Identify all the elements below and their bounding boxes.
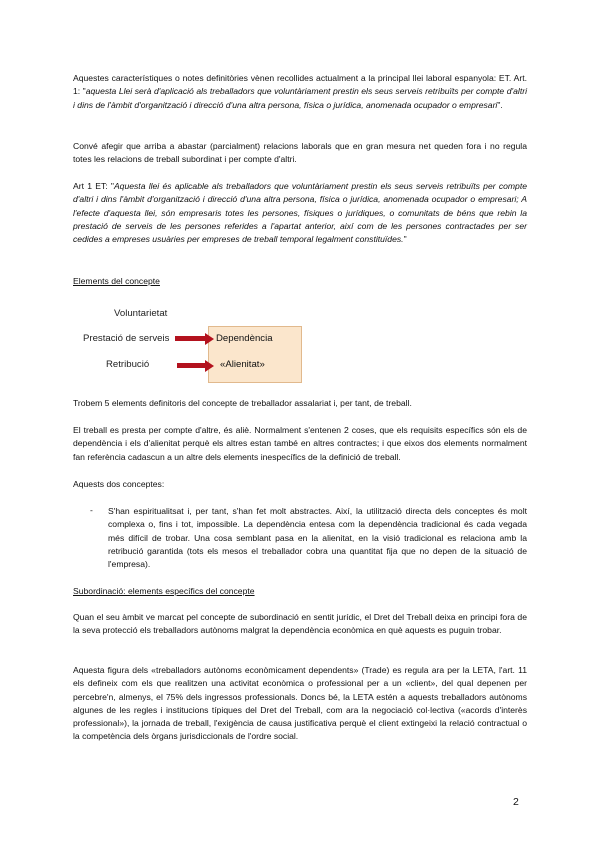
arrow-dependencia-icon <box>205 333 214 345</box>
diagram-label-retribucio: Retribució <box>106 359 150 370</box>
article-end: " <box>403 234 407 245</box>
bullet-dash: - <box>90 505 93 515</box>
paragraph-scope: Convé afegir que arriba a abastar (parcialment) relacions laborals que en gran mesura net queden fora i no regula totes les relacions de treball subordinat i per compte d'altri. <box>73 141 527 165</box>
paragraph-subordination: Quan el seu àmbit ve marcat pel concepte de subordinació en sentit jurídic, el Dret del Treball deixa en principi fora de la seva protecció els treballadors autònoms malgrat la dependència econòmica en què aquests es puguin trobar. <box>73 612 527 636</box>
paragraph-trade: Aquesta figura dels «treballadors autònoms econòmicament dependents» (Trade) es regula ara per la LETA, l'art. 11 els defineix com els que realitzen una activitat econòmica o professional per a un «client», del qual depenen per percebre'n, almenys, el 75% dels ingressos professionals. Doncs bé, la LETA estén a aquests treballadors autònoms algunes de les regles i institucions típiques del Dret del Treball, com ara la negociació col·lectiva («acords d'interès professional»), la jornada de treball, l'exigència de causa justificativa perquè el client extingeixi la relació contractual o la competència dels òrgans jurisdiccionals de l'ordre social. <box>73 665 527 742</box>
diagram-label-prestacio: Prestació de serveis <box>83 333 170 344</box>
concept-diagram <box>83 305 303 385</box>
paragraph-dependency: El treball es presta per compte d'altre, és aliè. Normalment s'entenen 2 coses, que els requisits específics són els de dependència i els d'alienitat perquè els altres estan també en altres contractes; i que eixos dos elements normalment fan referència cadascun a un altre dels elements inespecífics de la definició de treball. <box>73 425 527 462</box>
heading-subordination: Subordinació: elements específics del concepte <box>73 586 255 596</box>
diagram-box-dependencia: Dependència <box>216 333 273 344</box>
article-quote: Aquesta llei és aplicable als treballadors que voluntàriament prestin els seus serveis retribuïts per compte d'altri i dins l'àmbit d'organització i direcció d'una altra persona, física o jurídica, anomenada ocupador o empresari; A l'efecte d'aquesta llei, són empresaris totes les persones, físiques o jurídiques, o comunitats de béns que rebin la prestació de serveis de les persones referides a l'apartat anterior, així com de les persones contractades per ser cedides a empreses usuàries per empreses de treball temporal legalment constituïdes. <box>73 181 528 245</box>
heading-elements: Elements del concepte <box>73 276 160 286</box>
article-lead: Art 1 ET: " <box>73 181 114 191</box>
bullet-spiritualised: S'han espiritualitsat i, per tant, s'han fet molt abstractes. Així, la utilització directa dels conceptes és molt complexa o, fins i tot, impossible. La dependència entesa com la dependència tradicional és cada vegada més difícil de trobar. Una cosa semblant pasa en la alienitat, en la visió tradicional es relaciona amb la retribució garantida (tots els mesos el treballador cobra una quantitat fija que no depen de la situació de l'empresa). <box>108 506 527 570</box>
arrow-alienitat-icon <box>205 360 214 372</box>
arrow-alienitat-shaft <box>177 363 207 368</box>
arrow-dependencia-shaft <box>175 336 207 341</box>
paragraph-article-1 <box>73 180 527 246</box>
intro-text: Aquestes característiques o notes definitòries vènen recollides actualment a la principal llei laboral espanyola: ET. Art. 1: " <box>73 73 527 97</box>
paragraph-intro <box>73 72 527 112</box>
page-number: 2 <box>513 796 519 808</box>
diagram-box-alienitat: «Alienitat» <box>220 359 265 370</box>
intro-quote: aquesta Llei serà d'aplicació als treballadors que voluntàriament prestin els seus serveis retribuïts per compte d'altri i dins de l'àmbit d'organització i direcció d'una altra persona, física o jurídica, anomenada ocupador o empresari <box>73 86 527 110</box>
paragraph-concepts: Aquests dos conceptes: <box>73 479 165 489</box>
intro-end: ". <box>497 99 503 110</box>
paragraph-five-elements: Trobem 5 elements definitoris del concepte de treballador assalariat i, per tant, de treball. <box>73 398 412 408</box>
diagram-label-voluntarietat: Voluntarietat <box>114 308 168 319</box>
